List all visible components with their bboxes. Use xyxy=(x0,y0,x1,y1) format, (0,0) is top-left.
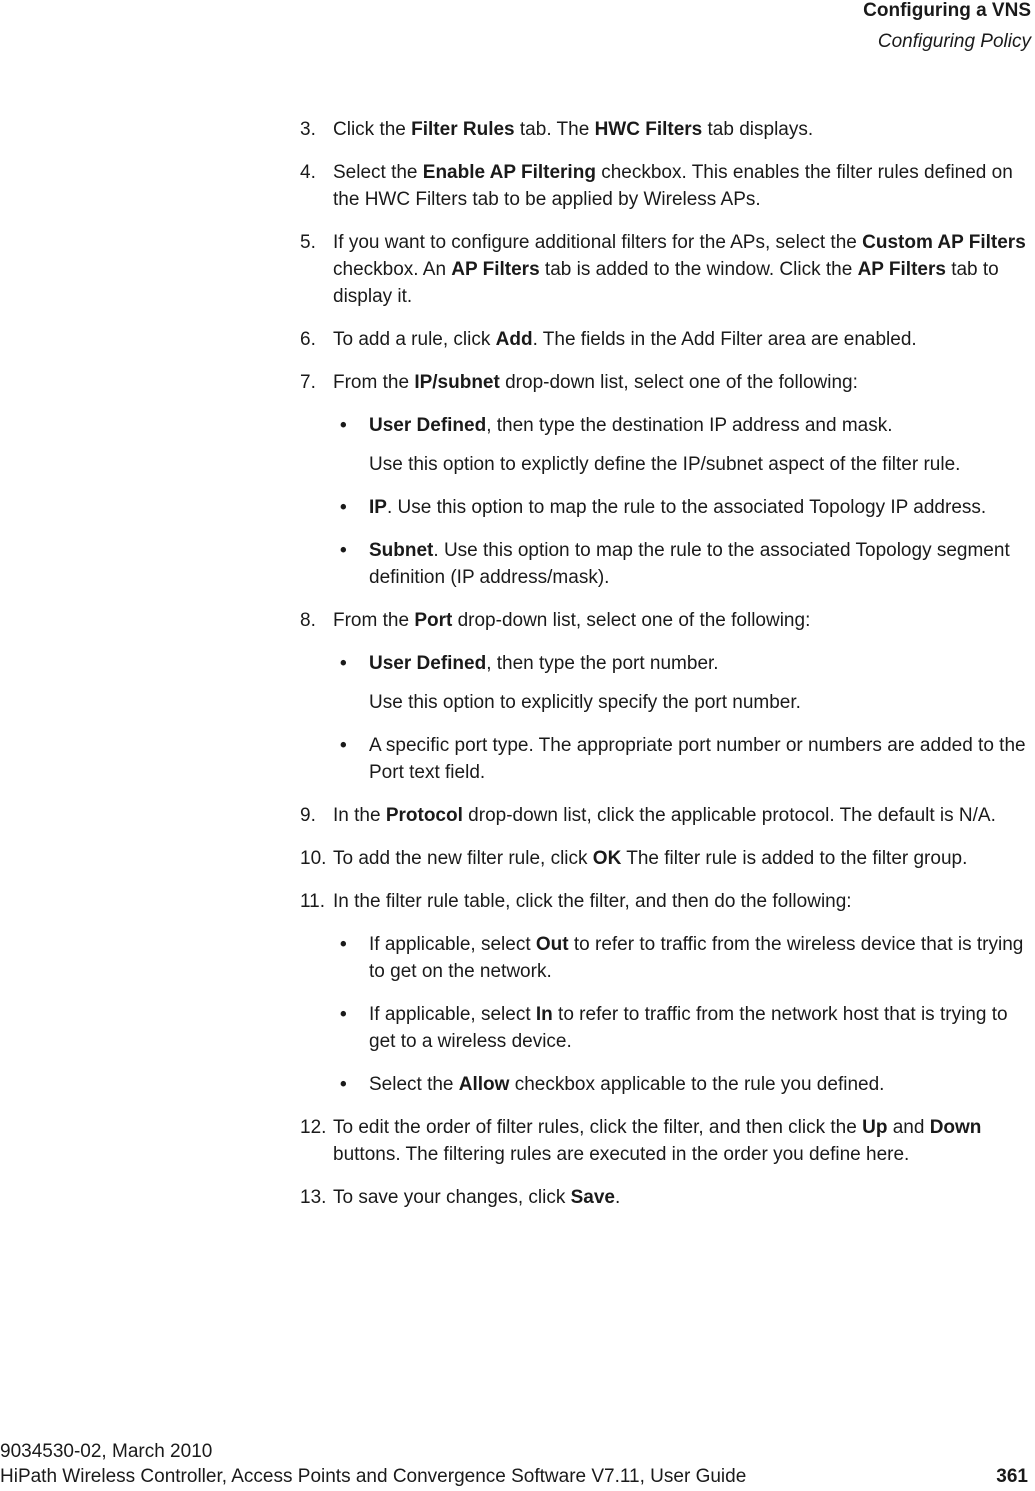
footer-doc-id: 9034530-02, March 2010 xyxy=(0,1441,213,1462)
list-item: • A specific port type. The appropriate port number or numbers are added to the Port text field. xyxy=(300,732,1035,786)
bullet-icon: • xyxy=(340,540,347,561)
list-item: • If applicable, select Out to refer to traffic from the wireless device that is trying to get on the network. xyxy=(300,931,1035,985)
step-4: 4. Select the Enable AP Filtering checkbox. This enables the filter rules defined on the HWC Filters tab to be applied by Wireless APs. xyxy=(300,159,1035,213)
list-item: • User Defined, then type the port number. xyxy=(300,650,1035,677)
ui-term-ap-filters: AP Filters xyxy=(451,259,540,280)
ui-term-up: Up xyxy=(862,1117,888,1138)
footer-doc-title: HiPath Wireless Controller, Access Points and Convergence Software V7.11, User Guide xyxy=(0,1466,747,1487)
list-item: • Subnet. Use this option to map the rule to the associated Topology segment definition (IP address/mask). xyxy=(300,537,1035,591)
list-item: • IP. Use this option to map the rule to the associated Topology IP address. xyxy=(300,494,1035,521)
ui-term-protocol: Protocol xyxy=(385,805,463,826)
step-number: 7. xyxy=(300,372,316,393)
bullet-icon: • xyxy=(340,735,347,756)
list-item: • If applicable, select In to refer to traffic from the network host that is trying to get to a wireless device. xyxy=(300,1001,1035,1055)
running-header-subtitle: Configuring Policy xyxy=(877,31,1031,52)
ui-term-in: In xyxy=(535,1004,553,1025)
bullet-icon: • xyxy=(340,1074,347,1095)
ui-term-down: Down xyxy=(929,1117,982,1138)
bullet-icon: • xyxy=(340,415,347,436)
step-12: 12. To edit the order of filter rules, click the filter, and then click the Up and Down buttons. The filtering rules are executed in the order you define here. xyxy=(300,1114,1035,1168)
ui-term-save: Save xyxy=(570,1187,615,1208)
ui-term-add: Add xyxy=(495,329,533,350)
step-number: 11. xyxy=(300,891,326,912)
step-number: 4. xyxy=(300,162,316,183)
step-number: 3. xyxy=(300,119,316,140)
procedure-steps xyxy=(300,116,1035,1227)
bullet-icon: • xyxy=(340,934,347,955)
bullet-icon: • xyxy=(340,497,347,518)
ui-term-enable-ap-filtering: Enable AP Filtering xyxy=(422,162,596,183)
bullet-icon: • xyxy=(340,1004,347,1025)
bullet-icon: • xyxy=(340,653,347,674)
step-6: 6. To add a rule, click Add. The fields in the Add Filter area are enabled. xyxy=(300,326,1035,353)
ui-term-filter-rules: Filter Rules xyxy=(411,119,515,140)
ui-term-ok: OK xyxy=(592,848,622,869)
ui-term-port: Port xyxy=(414,610,453,631)
page-number: 361 xyxy=(996,1466,1028,1487)
ui-term-user-defined: User Defined xyxy=(369,653,487,674)
list-item: • Select the Allow checkbox applicable to the rule you defined. xyxy=(300,1071,1035,1098)
step-11: 11. In the filter rule table, click the filter, and then do the following: xyxy=(300,888,1035,915)
step-number: 8. xyxy=(300,610,316,631)
ui-term-user-defined: User Defined xyxy=(369,415,487,436)
ui-term-ap-filters: AP Filters xyxy=(857,259,946,280)
ui-term-subnet: Subnet xyxy=(369,540,434,561)
step-8: 8. From the Port drop-down list, select one of the following: xyxy=(300,607,1035,634)
step-13: 13. To save your changes, click Save. xyxy=(300,1184,1035,1211)
step-number: 12. xyxy=(300,1117,327,1138)
step-number: 9. xyxy=(300,805,316,826)
step-7: 7. From the IP/subnet drop-down list, select one of the following: xyxy=(300,369,1035,396)
step-number: 10. xyxy=(300,848,327,869)
step-number: 13. xyxy=(300,1187,327,1208)
running-header-title: Configuring a VNS xyxy=(863,0,1031,21)
step-number: 5. xyxy=(300,232,316,253)
ui-term-custom-ap-filters: Custom AP Filters xyxy=(862,232,1026,253)
step-5: 5. If you want to configure additional filters for the APs, select the Custom AP Filters checkbox. An AP Filters tab is added to the window. Click the AP Filters tab to display it. xyxy=(300,229,1035,310)
step-number: 6. xyxy=(300,329,316,350)
list-item-note: Use this option to explicitly specify the port number. xyxy=(369,692,801,713)
ui-term-hwc-filters: HWC Filters xyxy=(594,119,703,140)
ui-term-ip: IP xyxy=(369,497,387,518)
ui-term-out: Out xyxy=(535,934,569,955)
step-3: 3. Click the Filter Rules tab. The HWC Filters tab displays. xyxy=(300,116,1035,143)
step-10: 10. To add the new filter rule, click OK The filter rule is added to the filter group. xyxy=(300,845,1035,872)
ui-term-allow: Allow xyxy=(458,1074,510,1095)
ui-term-ip-subnet: IP/subnet xyxy=(414,372,500,393)
list-item-note: Use this option to explictly define the IP/subnet aspect of the filter rule. xyxy=(369,454,961,475)
step-9: 9. In the Protocol drop-down list, click the applicable protocol. The default is N/A. xyxy=(300,802,1035,829)
list-item: • User Defined, then type the destination IP address and mask. xyxy=(300,412,1035,439)
